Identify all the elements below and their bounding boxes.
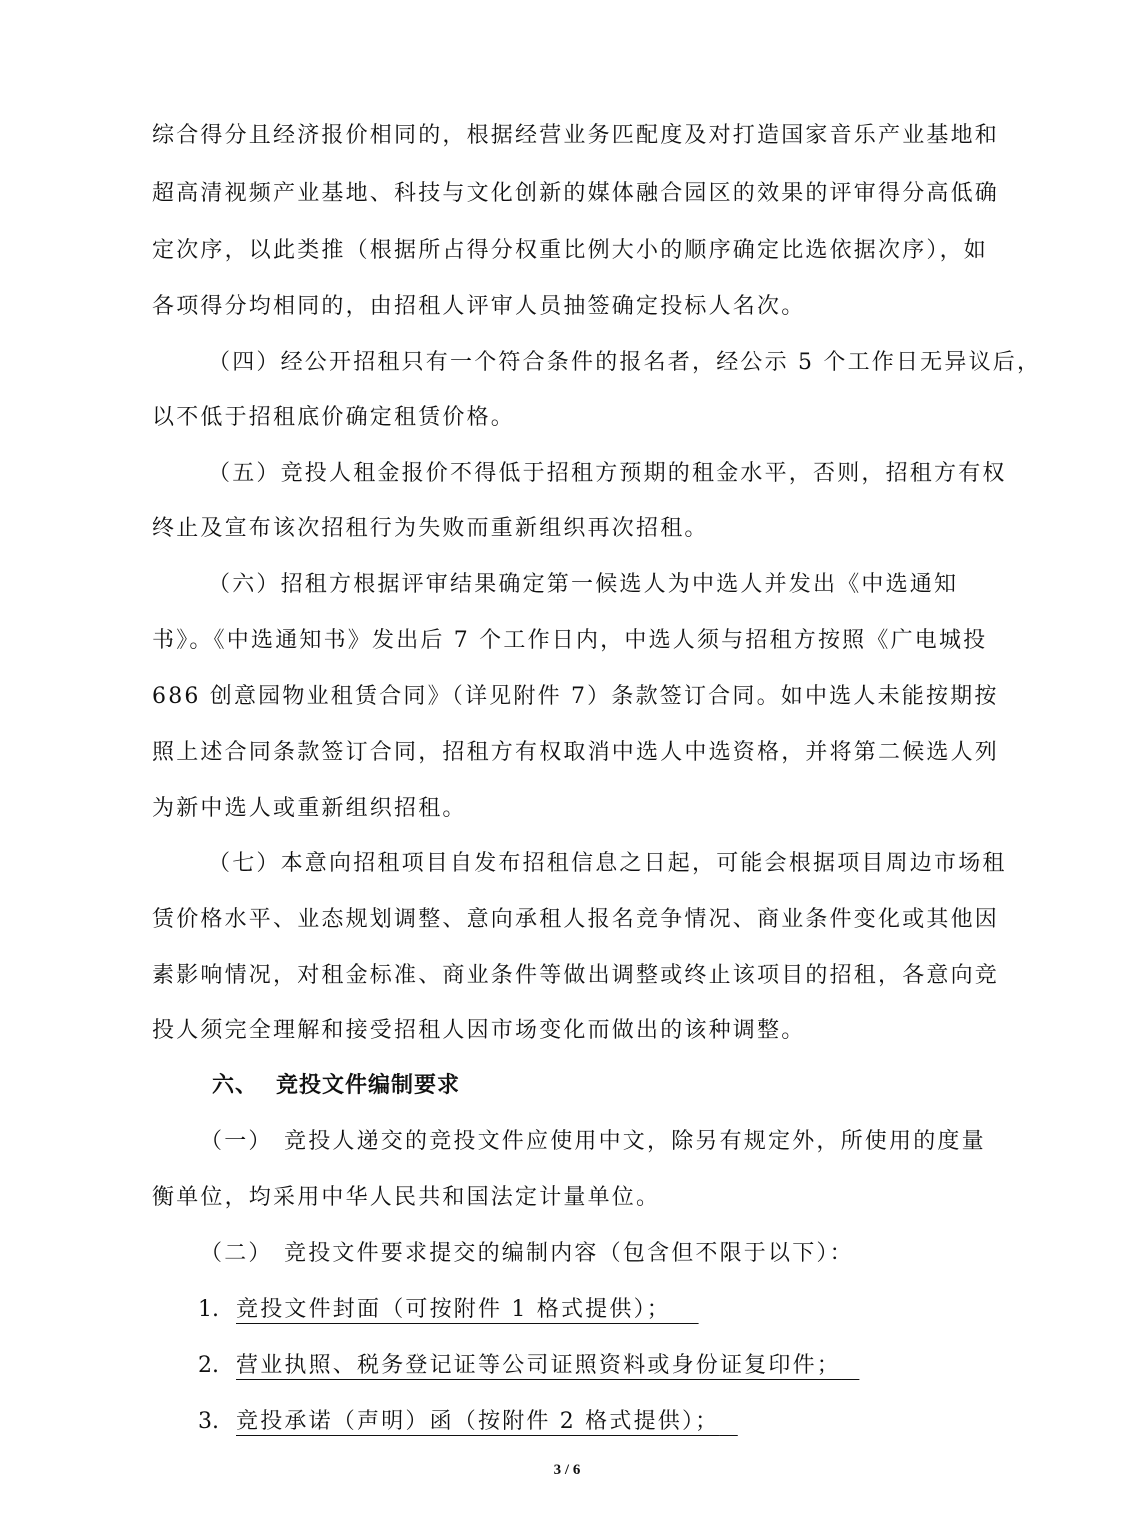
paragraph-line: 赁价格水平、业态规划调整、意向承租人报名竞争情况、商业条件变化或其他因	[152, 907, 1000, 932]
underline-tail	[841, 1353, 859, 1378]
page-number: 3 / 6	[553, 1462, 581, 1478]
paragraph-line: 各项得分均相同的，由招租人评审人员抽签确定投标人名次。	[152, 294, 806, 319]
paragraph-line: （五）竞投人租金报价不得低于招租方预期的租金水平，否则，招租方有权	[208, 461, 1007, 486]
subsection-number: （一）	[200, 1129, 273, 1154]
paragraph-line: 终止及宣布该次招租行为失败而重新组织再次招租。	[152, 516, 709, 541]
paragraph-line: 超高清视频产业基地、科技与文化创新的媒体融合园区的效果的评审得分高低确	[152, 181, 1000, 206]
paragraph-line: 定次序，以此类推（根据所占得分权重比例大小的顺序确定比选依据次序），如	[152, 238, 989, 263]
list-item	[198, 1295, 1038, 1325]
subsection-text: 竞投文件要求提交的编制内容（包含但不限于以下）：	[284, 1241, 854, 1266]
section-number: 六、	[212, 1073, 259, 1098]
subsection-line	[200, 1239, 1040, 1269]
list-item-text: 营业执照、税务登记证等公司证照资料或身份证复印件；	[236, 1353, 842, 1378]
list-item-text: 竞投文件封面（可按附件 1 格式提供）；	[236, 1297, 671, 1322]
subsection-line	[200, 1127, 1040, 1157]
section-title: 竞投文件编制要求	[276, 1073, 461, 1098]
section-heading	[212, 1071, 1052, 1101]
paragraph-line: 综合得分且经济报价相同的，根据经营业务匹配度及对打造国家音乐产业基地和	[152, 123, 1000, 148]
paragraph-line: （六）招租方根据评审结果确定第一候选人为中选人并发出《中选通知	[208, 572, 959, 597]
subsection-number: （二）	[200, 1241, 273, 1266]
paragraph-line: 照上述合同条款签订合同，招租方有权取消中选人中选资格，并将第二候选人列	[152, 740, 1000, 765]
list-item-number: 2.	[198, 1353, 219, 1378]
underline-tail	[671, 1297, 699, 1322]
list-item-text: 竞投承诺（声明）函（按附件 2 格式提供）；	[236, 1409, 720, 1434]
underline-tail	[719, 1409, 737, 1434]
paragraph-line: 686 创意园物业租赁合同》（详见附件 7）条款签订合同。如中选人未能按期按	[152, 684, 999, 709]
list-item-number: 3.	[198, 1409, 219, 1434]
paragraph-line: （七）本意向招租项目自发布招租信息之日起，可能会根据项目周边市场租	[208, 851, 1007, 876]
paragraph-line: 投人须完全理解和接受招租人因市场变化而做出的该种调整。	[152, 1018, 806, 1043]
paragraph-line: （四）经公开招租只有一个符合条件的报名者，经公示 5 个工作日无异议后，	[208, 350, 1042, 375]
paragraph-line: 衡单位，均采用中华人民共和国法定计量单位。	[152, 1185, 661, 1210]
paragraph-line: 书》。《中选通知书》发出后 7 个工作日内，中选人须与招租方按照《广电城投	[152, 628, 988, 653]
list-item-number: 1.	[198, 1297, 219, 1322]
paragraph-line: 为新中选人或重新组织招租。	[152, 796, 467, 821]
subsection-text: 竞投人递交的竞投文件应使用中文，除另有规定外，所使用的度量	[284, 1129, 986, 1154]
paragraph-line: 素影响情况，对租金标准、商业条件等做出调整或终止该项目的招租，各意向竞	[152, 963, 1000, 988]
list-item	[198, 1351, 1038, 1381]
list-item	[198, 1407, 1038, 1437]
paragraph-line: 以不低于招租底价确定租赁价格。	[152, 405, 516, 430]
